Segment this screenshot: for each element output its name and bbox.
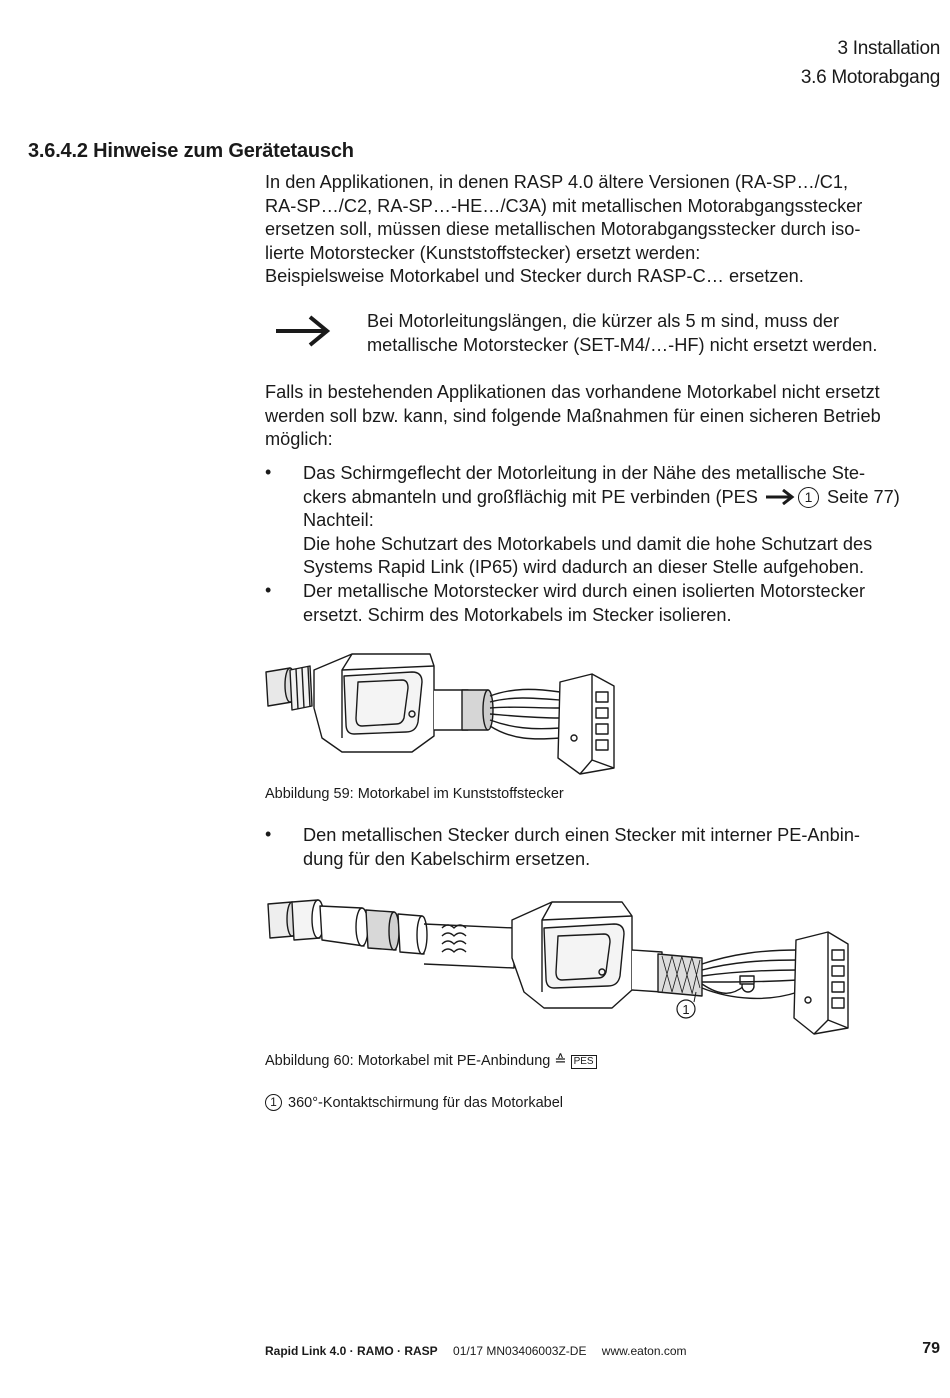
reference-number-badge: 1: [798, 487, 819, 508]
bullet-1-line: Nachteil:: [303, 510, 374, 530]
legend-text: 360°-Kontaktschirmung für das Motorkabel: [288, 1095, 563, 1111]
bullet-1-marker: •: [265, 462, 272, 482]
intro-line: RA-SP…/C2, RA-SP…-HE…/C3A) mit metallischen Motorabgangsstecker: [265, 195, 863, 216]
para2-line: Falls in bestehenden Applikationen das vorhandene Motorkabel nicht ersetzt: [265, 382, 880, 402]
header-section: 3.6 Motorabgang: [800, 67, 940, 88]
bullet-2-line: Der metallische Motorstecker wird durch einen isolierten Motorstecker: [303, 581, 866, 601]
intro-line: Beispielsweise Motorkabel und Stecker durch RASP-C… ersetzen.: [265, 266, 804, 286]
bullet-2-text: [303, 580, 943, 627]
header-chapter: 3 Installation: [837, 38, 940, 59]
bullet-1-line: Das Schirmgeflecht der Motorleitung in der Nähe des metallische Ste-: [303, 463, 866, 483]
bullet-3-marker: •: [265, 824, 272, 844]
para2-line: möglich:: [265, 429, 333, 449]
bullet-3-line: dung für den Kabelschirm ersetzen.: [303, 848, 591, 869]
intro-line: lierte Motorstecker (Kunststoffstecker) ersetzt werden:: [265, 242, 701, 263]
footer-url[interactable]: www.eaton.com: [601, 1344, 687, 1358]
note-text: [367, 310, 947, 357]
intro-line: In den Applikationen, in denen RASP 4.0 ältere Versionen (RA-SP…/C1,: [265, 172, 849, 192]
figure-59-caption: Abbildung 59: Motorkabel im Kunststoffstecker: [265, 786, 564, 802]
bullet-1-line: [303, 486, 943, 510]
figure-legend: [265, 1094, 563, 1111]
bullet-3-line: Den metallischen Stecker durch einen Stecker mit interner PE-Anbin-: [303, 825, 860, 845]
footer-doc-number: 01/17 MN03406003Z-DE: [453, 1344, 587, 1358]
figure-59-cable-drawing: [262, 648, 622, 778]
bullet-2-marker: •: [265, 580, 272, 600]
pes-symbol-box: PES: [571, 1055, 597, 1069]
intro-line: ersetzen soll, müssen diese metallischen Motorabgangsstecker durch iso-: [265, 219, 861, 239]
page-reference-link[interactable]: Seite 77): [827, 486, 900, 507]
figure-60-cable-drawing: [262, 888, 852, 1038]
section-title: 3.6.4.2 Hinweise zum Gerätetausch: [28, 140, 354, 162]
legend-number-badge: 1: [265, 1094, 282, 1111]
bullet-1-text: [303, 462, 943, 580]
note-line: metallische Motorstecker (SET-M4/…-HF) nicht ersetzt werden.: [367, 334, 878, 355]
figure-60-caption: [265, 1053, 597, 1069]
para2-line: werden soll bzw. kann, sind folgende Maßnahmen für einen sicheren Betrieb: [265, 405, 881, 426]
figure-60-caption-text: Abbildung 60: Motorkabel mit PE-Anbindung ≙: [265, 1053, 567, 1069]
bullet-1-line2-pre: ckers abmanteln und großflächig mit PE verbinden (PES: [303, 486, 758, 507]
note-line: Bei Motorleitungslängen, die kürzer als 5 m sind, muss der: [367, 311, 840, 331]
footer-product: Rapid Link 4.0 · RAMO · RASP: [265, 1344, 438, 1358]
paragraph-2: [265, 381, 945, 452]
figure-60-callout-number: 1: [682, 1002, 690, 1017]
bullet-2-line: ersetzt. Schirm des Motorkabels im Stecker isolieren.: [303, 604, 732, 625]
bullet-3-text: [303, 824, 943, 871]
page-number: 79: [922, 1340, 940, 1357]
footer-info: [265, 1344, 687, 1358]
note-arrow-icon: [274, 313, 332, 349]
intro-paragraph: [265, 171, 945, 289]
bullet-1-line: Systems Rapid Link (IP65) wird dadurch an dieser Stelle aufgehoben.: [303, 557, 865, 577]
bullet-1-line: Die hohe Schutzart des Motorkabels und damit die hohe Schutzart des: [303, 533, 873, 554]
reference-arrow-icon: [765, 489, 795, 505]
